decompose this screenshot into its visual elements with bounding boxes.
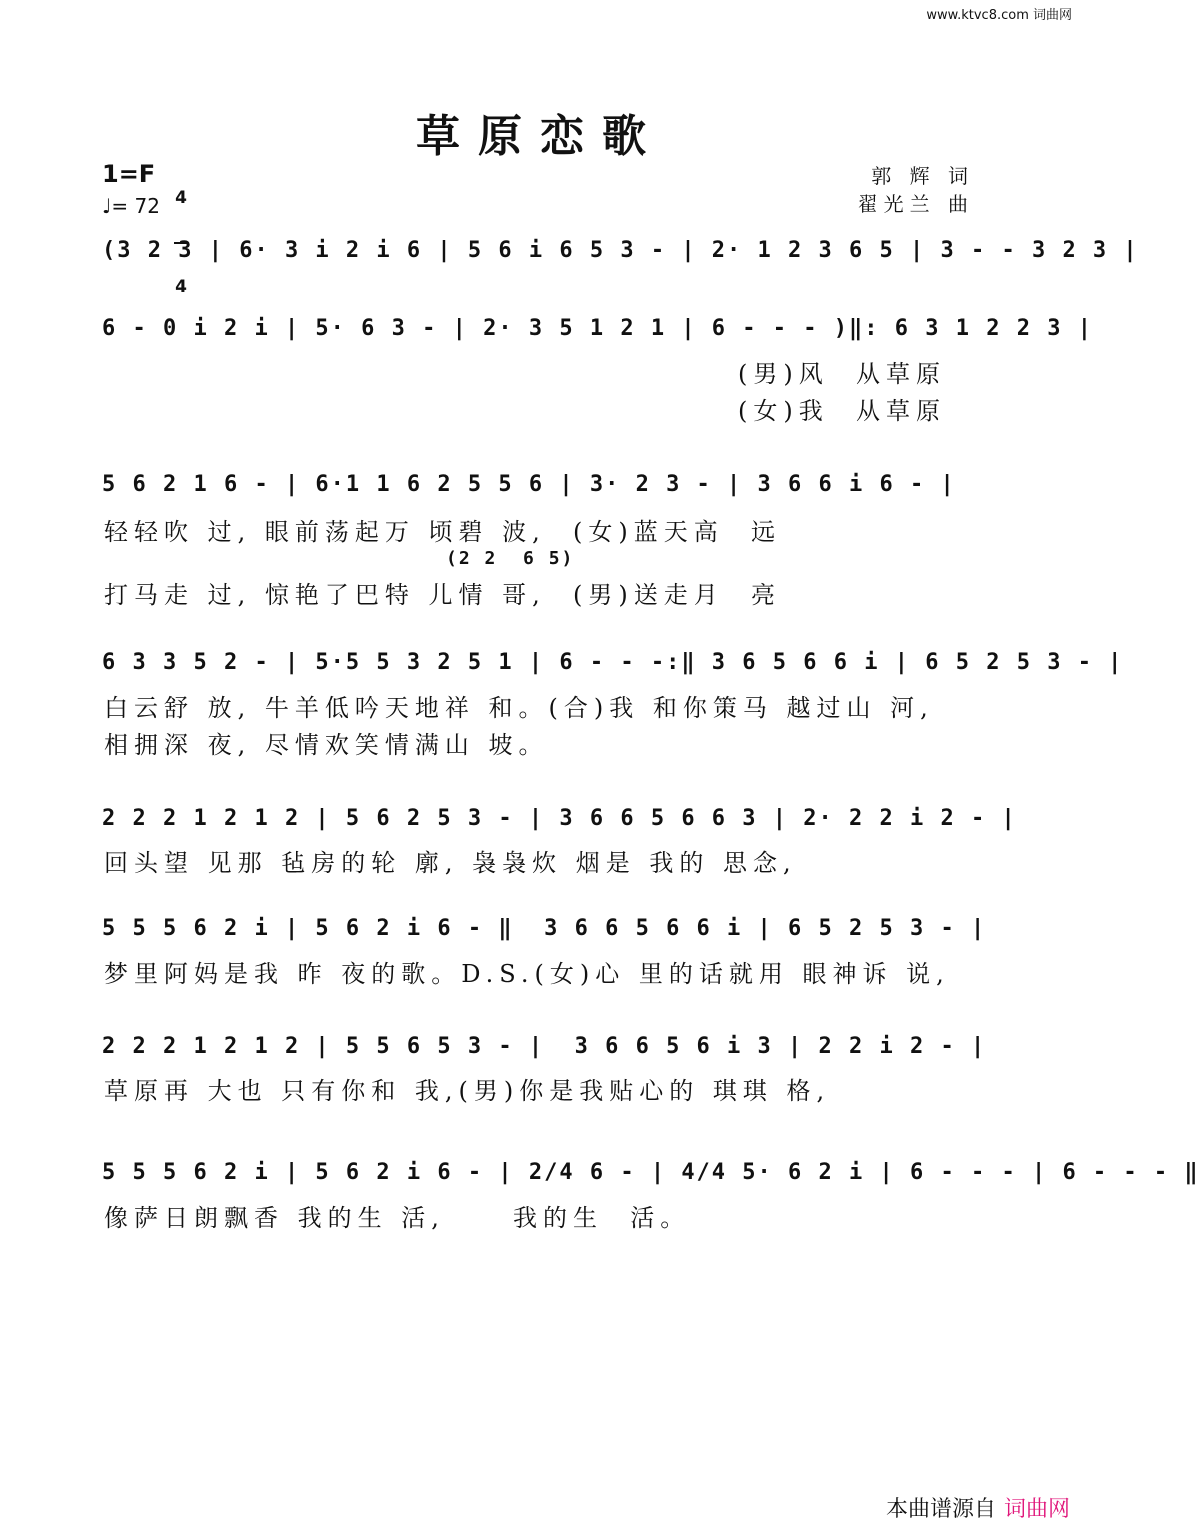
time-signature-bottom: 4	[175, 277, 187, 297]
lyricist-credit: 郭 辉 词	[871, 164, 974, 188]
notation-line-4: 6 3 3 5 2 - | 5·5 5 3 2 5 1 | 6 - - -:‖ 3 6 5 6 6 i | 6 5 2 5 3 - |	[102, 650, 1124, 675]
brand-link[interactable]: 词曲网	[1003, 1497, 1070, 1522]
notation-line-3: 5 6 2 1 6 - | 6·1 1 6 2 5 5 6 | 3· 2 3 - | 3 6 6 i 6 - |	[102, 472, 956, 497]
lyric-line-4b: 相拥深 夜, 尽情欢笑情满山 坡。	[104, 731, 549, 759]
site-url[interactable]: www.ktvc8.com 词曲网	[926, 8, 1072, 23]
composer-credit: 翟光兰 曲	[857, 192, 974, 216]
alternate-notes: (2 2 6 5)	[446, 548, 575, 569]
time-signature	[174, 156, 188, 313]
lyric-line-3b: 打马走 过, 惊艳了巴特 儿情 哥, (男)送走月 亮	[104, 581, 782, 609]
notation-line-6: 5 5 5 6 2 i | 5 6 2 i 6 - ‖ 3 6 6 5 6 6 i | 6 5 2 5 3 - |	[102, 916, 987, 941]
notation-line-2: 6 - 0 i 2 i | 5· 6 3 - | 2· 3 5 1 2 1 | 6 - - - )‖: 6 3 1 2 2 3 |	[102, 316, 1093, 341]
lyric-line-3a: 轻轻吹 过, 眼前荡起万 顷碧 波, (女)蓝天高 远	[104, 518, 782, 546]
notation-line-7: 2 2 2 1 2 1 2 | 5 5 6 5 3 - | 3 6 6 5 6 i 3 | 2 2 i 2 - |	[102, 1034, 987, 1059]
notation-line-5: 2 2 2 1 2 1 2 | 5 6 2 5 3 - | 3 6 6 5 6 6 3 | 2· 2 2 i 2 - |	[102, 806, 1017, 831]
song-title: 草原恋歌	[416, 111, 664, 162]
notation-line-8: 5 5 5 6 2 i | 5 6 2 i 6 - | 2/4 6 - | 4/4 5· 6 2 i | 6 - - - | 6 - - - ‖	[102, 1160, 1200, 1185]
notation-line-1: (3 2 3 | 6· 3 i 2 i 6 | 5 6 i 6 5 3 - | 2· 1 2 3 6 5 | 3 - - 3 2 3 |	[102, 238, 1139, 263]
key-signature: 1=F	[102, 160, 156, 188]
source-label: 本曲谱源自	[885, 1497, 996, 1522]
source-footer[interactable]	[872, 1467, 1070, 1523]
lyric-line-4a: 白云舒 放, 牛羊低吟天地祥 和。(合)我 和你策马 越过山 河,	[104, 694, 934, 722]
lyric-line-8: 像萨日朗飘香 我的生 活, 我的生 活。	[104, 1204, 691, 1232]
lyric-line-2a: (男)风 从草原	[738, 360, 946, 388]
lyric-line-7: 草原再 大也 只有你和 我,(男)你是我贴心的 琪琪 格,	[104, 1077, 831, 1105]
lyric-line-5: 回头望 见那 毡房的轮 廓, 袅袅炊 烟是 我的 思念,	[104, 849, 797, 877]
time-signature-top: 4	[175, 188, 187, 208]
tempo-marking: ♩= 72	[102, 194, 160, 218]
lyric-line-6: 梦里阿妈是我 昨 夜的歌。D.S.(女)心 里的话就用 眼神诉 说,	[104, 960, 950, 988]
lyric-line-2b: (女)我 从草原	[738, 397, 946, 425]
